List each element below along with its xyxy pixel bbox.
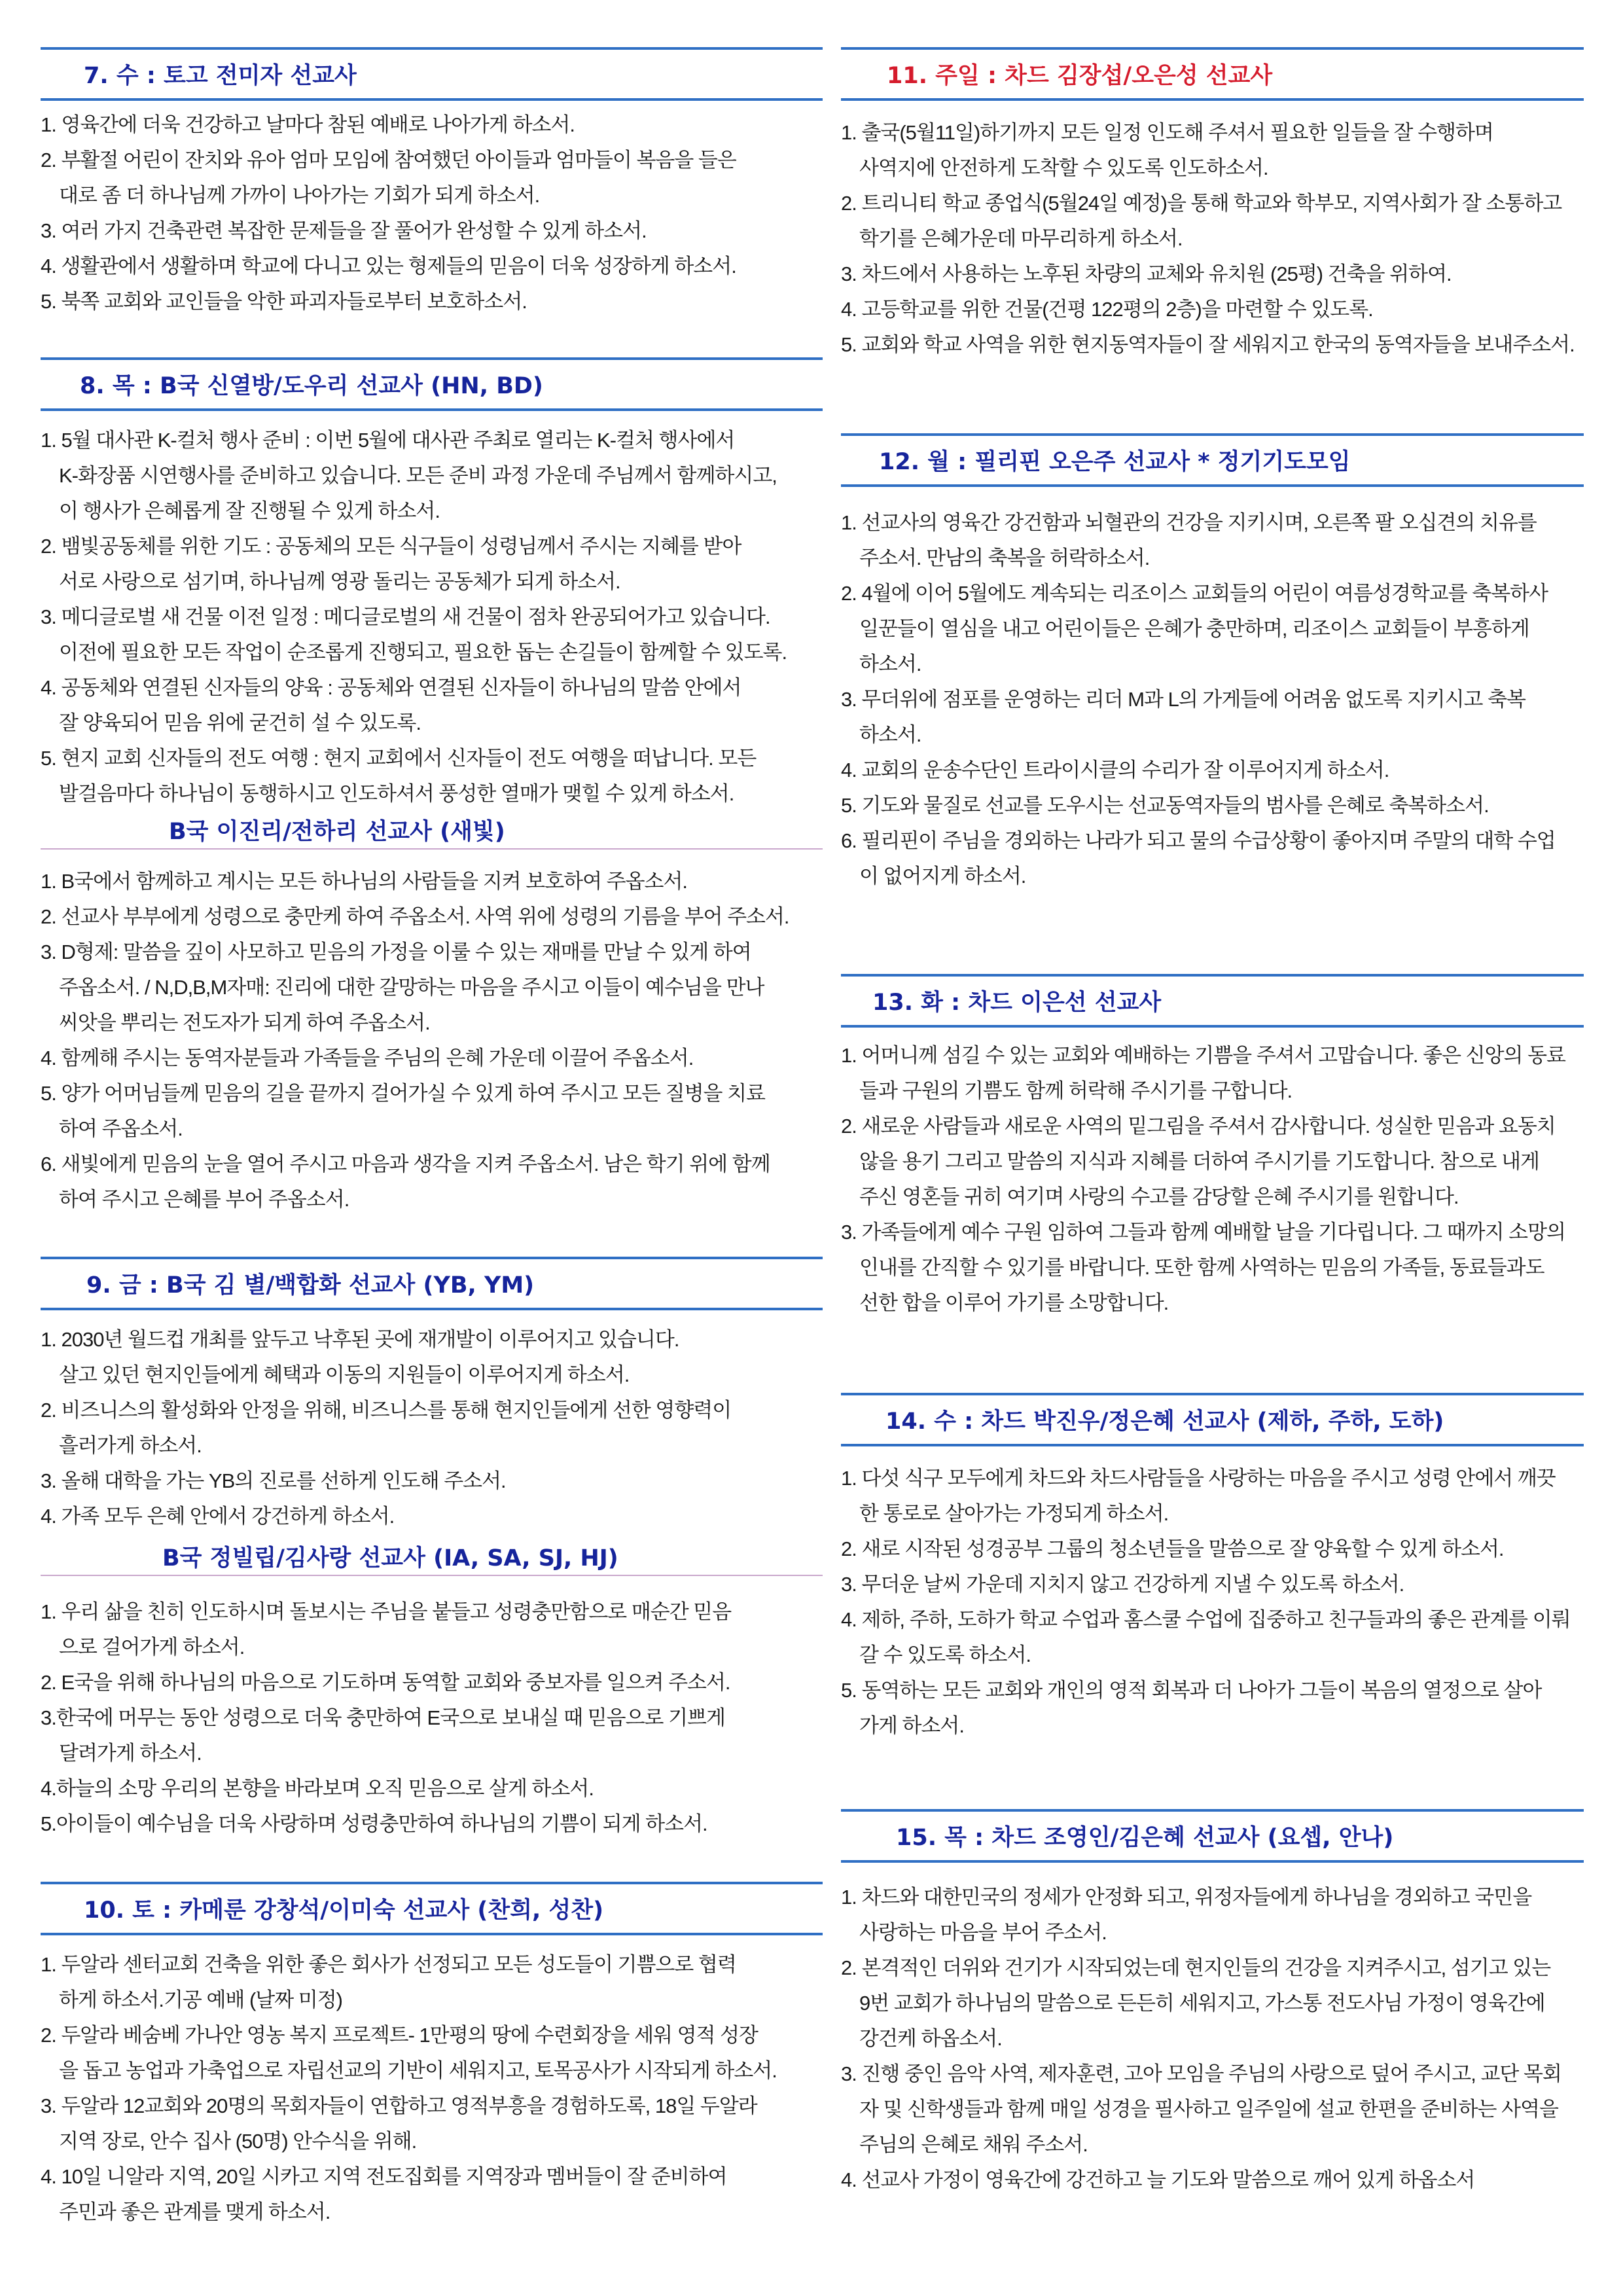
prayer-item-text: 3. D형제: 말씀을 깊이 사모하고 믿음의 가정을 이룰 수 있는 재매를 만날 수 있게 하여 (41, 941, 751, 963)
prayer-item-text: 3. 차드에서 사용하는 노후된 차량의 교체와 유치원 (25평) 건축을 위하여. (841, 262, 1452, 285)
prayer-item-continuation: 사랑하는 마음을 부어 주소서. (859, 1921, 1107, 1944)
section-header (41, 812, 823, 850)
prayer-item-continuation: 살고 있던 현지인들에게 혜택과 이동의 지원들이 이루어지게 하소서. (59, 1363, 630, 1386)
section-14 (841, 1393, 1584, 1744)
prayer-item (41, 1499, 823, 1534)
prayer-item (841, 505, 1584, 576)
prayer-item (41, 2018, 823, 2089)
prayer-item-text: 4. 제하, 주하, 도하가 학교 수업과 홈스쿨 수업에 집중하고 친구들과의 좋은 관계를 이뤄 (841, 1608, 1571, 1631)
prayer-item-text: 4. 가족 모두 은혜 안에서 강건하게 하소서. (41, 1505, 395, 1528)
prayer-item-text: 1. 영육간에 더욱 건강하고 날마다 참된 예배로 나아가게 하소서. (41, 113, 575, 136)
prayer-item-continuation: 흘러가게 하소서. (59, 1434, 202, 1457)
prayer-item-text: 4. 공동체와 연결된 신자들의 양육 : 공동체와 연결된 신자들이 하나님의 말씀 안에서 (41, 676, 741, 699)
prayer-item-text: 3. 두알라 12교회와 20명의 목회자들이 연합하고 영적부흥을 경험하도록, 18일 두알라 (41, 2094, 757, 2117)
prayer-item-continuation: 주소서. 만남의 축복을 허락하소서. (859, 547, 1150, 569)
section-title: 14. 수 : 차드 박진우/정은혜 선교사 (제하, 주하, 도하) (885, 1408, 1444, 1435)
prayer-item-text: 2. 본격적인 더위와 건기가 시작되었는데 현지인들의 건강을 지켜주시고, 섬기고 있는 (841, 1956, 1551, 1979)
prayer-item-text: 1. 5월 대사관 K-컬처 행사 준비 : 이번 5월에 대사관 주최로 열리는 K-컬처 행사에서 (41, 429, 735, 452)
prayer-item-text: 2. 비즈니스의 활성화와 안정을 위해, 비즈니스를 통해 현지인들에게 선한 영향력이 (41, 1399, 732, 1422)
prayer-list (841, 1461, 1584, 1744)
section-9 (41, 1257, 823, 1534)
prayer-list (841, 115, 1584, 363)
section-header (841, 47, 1584, 101)
prayer-item-continuation: 강건케 하옵소서. (859, 2027, 1002, 2050)
section-header (841, 974, 1584, 1028)
section-title: B국 정빌립/김사랑 선교사 (IA, SA, SJ, HJ) (162, 1545, 618, 1571)
prayer-item-continuation: 가게 하소서. (859, 1714, 964, 1737)
prayer-item (841, 1109, 1584, 1215)
prayer-item-continuation: 선한 합을 이루어 가기를 소망합니다. (859, 1291, 1169, 1314)
prayer-item-continuation: 하소서. (859, 653, 921, 675)
prayer-item-continuation: 이 없어지게 하소서. (859, 865, 1026, 888)
prayer-item-text: 2. 새로 시작된 성경공부 그룹의 청소년들을 말씀으로 잘 양육할 수 있게 하소서. (841, 1537, 1504, 1560)
prayer-item-text: 3. 올해 대학을 가는 YB의 진로를 선하게 인도해 주소서. (41, 1469, 506, 1492)
prayer-item-continuation: 학기를 은혜가운데 마무리하게 하소서. (859, 227, 1183, 250)
section-header (841, 1809, 1584, 1863)
prayer-item (41, 1594, 823, 1665)
prayer-item (41, 1463, 823, 1499)
prayer-item-continuation: 인내를 간직할 수 있기를 바랍니다. 또한 함께 사역하는 믿음의 가족들, 동료들과도 (859, 1256, 1544, 1279)
prayer-item (841, 788, 1584, 823)
prayer-item (841, 2162, 1584, 2198)
prayer-item-continuation: 않을 용기 그리고 말씀의 지식과 지혜를 더하여 주시기를 기도합니다. 참으로 내게 (859, 1150, 1539, 1173)
prayer-item-continuation: 지역 장로, 안수 집사 (50명) 안수식을 위해. (59, 2130, 417, 2153)
prayer-item-text: 3. 무더위에 점포를 운영하는 리더 M과 L의 가게들에 어려움 없도록 지키시고 축복 (841, 688, 1525, 711)
prayer-list (841, 505, 1584, 894)
prayer-list (41, 864, 823, 1217)
prayer-item (41, 1700, 823, 1771)
prayer-item (41, 1076, 823, 1147)
prayer-item (41, 899, 823, 935)
prayer-item-text: 5. 현지 교회 신자들의 전도 여행 : 현지 교회에서 신자들이 전도 여행을 떠납니다. 모든 (41, 747, 757, 770)
prayer-item-continuation: 사역지에 안전하게 도착할 수 있도록 인도하소서. (859, 156, 1268, 179)
prayer-item-text: 5.아이들이 예수님을 더욱 사랑하며 성령충만하여 하나님의 기쁨이 되게 하소서. (41, 1812, 707, 1835)
prayer-item-text: 2. 뱀빛공동체를 위한 기도 : 공동체의 모든 식구들이 성령님께서 주시는 지혜를 받아 (41, 535, 741, 558)
prayer-item-text: 5. 양가 어머님들께 믿음의 길을 끝까지 걸어가실 수 있게 하여 주시고 모든 질병을 치료 (41, 1082, 765, 1105)
prayer-item (841, 576, 1584, 682)
prayer-item-continuation: 주님의 은혜로 채워 주소서. (859, 2133, 1088, 2156)
prayer-item-text: 4. 함께해 주시는 동역자분들과 가족들을 주님의 은혜 가운데 이끌어 주옵소서. (41, 1047, 694, 1069)
prayer-item-text: 4. 교회의 운송수단인 트라이시클의 수리가 잘 이루어지게 하소서. (841, 759, 1389, 781)
prayer-item-text: 5. 기도와 물질로 선교를 도우시는 선교동역자들의 범사를 은혜로 축복하소서. (841, 794, 1489, 817)
prayer-item-text: 3. 진행 중인 음악 사역, 제자훈련, 고아 모임을 주님의 사랑으로 덮어 주시고, 교단 목회 (841, 2062, 1561, 2085)
prayer-item-text: 5. 북쪽 교회와 교인들을 악한 파괴자들로부터 보호하소서. (41, 290, 527, 313)
section-header (41, 357, 823, 411)
section-11 (841, 47, 1584, 363)
prayer-item (41, 864, 823, 899)
prayer-list (41, 1594, 823, 1842)
section-title: 13. 화 : 차드 이은선 선교사 (872, 990, 1162, 1016)
prayer-item (841, 1567, 1584, 1602)
prayer-item (841, 1673, 1584, 1744)
section-header (841, 433, 1584, 487)
section-title: 9. 금 : B국 김 별/백합화 선교사 (YB, YM) (86, 1272, 535, 1299)
prayer-item (41, 107, 823, 143)
prayer-item (841, 1532, 1584, 1567)
prayer-item-text: 4. 고등학교를 위한 건물(건평 122평의 2층)을 마련할 수 있도록. (841, 298, 1373, 321)
prayer-item-text: 6. 필리핀이 주님을 경외하는 나라가 되고 물의 수급상황이 좋아지며 주말의 대학 수업 (841, 829, 1556, 852)
prayer-item (841, 1038, 1584, 1109)
section-8 (41, 357, 823, 812)
prayer-item (841, 1461, 1584, 1532)
section-12 (841, 433, 1584, 894)
prayer-item (841, 1950, 1584, 2056)
prayer-item-continuation: 일꾼들이 열심을 내고 어린이들은 은혜가 충만하며, 리조이스 교회들이 부흥하게 (859, 617, 1529, 640)
prayer-item-text: 1. 어머니께 섬길 수 있는 교회와 예배하는 기쁨을 주셔서 고맙습니다. 좋은 신앙의 동료 (841, 1044, 1565, 1067)
prayer-item-continuation: 달려가게 하소서. (59, 1742, 202, 1765)
prayer-item-text: 1. 다섯 식구 모두에게 차드와 차드사람들을 사랑하는 마음을 주시고 성령 안에서 깨끗 (841, 1467, 1556, 1490)
section-title: B국 이진리/전하리 선교사 (새빛) (169, 819, 505, 845)
prayer-item-continuation: 이 행사가 은혜롭게 잘 진행될 수 있게 하소서. (59, 499, 440, 522)
prayer-item-text: 3. 무더운 날씨 가운데 지치지 않고 건강하게 지낼 수 있도록 하소서. (841, 1573, 1404, 1596)
prayer-item (841, 115, 1584, 186)
prayer-item-continuation: 자 및 신학생들과 함께 매일 성경을 필사하고 일주일에 설교 한편을 준비하는 사역을 (859, 2098, 1558, 2121)
prayer-item (841, 186, 1584, 257)
prayer-item-continuation: 하여 주시고 은혜를 부어 주옵소서. (59, 1188, 349, 1211)
prayer-item-text: 2. 부활절 어린이 잔치와 유아 엄마 모임에 참여했던 아이들과 엄마들이 복음을 들은 (41, 149, 736, 171)
section-title: 12. 월 : 필리핀 오은주 선교사 * 정기기도모임 (879, 449, 1351, 475)
prayer-item (41, 1041, 823, 1076)
prayer-item-text: 4.하늘의 소망 우리의 본향을 바라보며 오직 믿음으로 살게 하소서. (41, 1777, 594, 1800)
prayer-item (41, 935, 823, 1041)
prayer-item-text: 2. 트리니티 학교 종업식(5월24일 예정)을 통해 학교와 학부모, 지역사회가 잘 소통하고 (841, 192, 1562, 215)
prayer-item (841, 292, 1584, 327)
section-title: 11. 주일 : 차드 김장섭/오은성 선교사 (887, 63, 1273, 89)
prayer-item-text: 1. 2030년 월드컵 개최를 앞두고 낙후된 곳에 재개발이 이루어지고 있습니다. (41, 1328, 679, 1351)
prayer-item-continuation: 으로 걸어가게 하소서. (59, 1636, 245, 1659)
prayer-item (41, 600, 823, 670)
prayer-item (41, 2089, 823, 2159)
prayer-item-continuation: 주옵소서. / N,D,B,M자매: 진리에 대한 갈망하는 마음을 주시고 이들이 예수님을 만나 (59, 976, 764, 999)
prayer-item-text: 3. 메디글로벌 새 건물 이전 일정 : 메디글로벌의 새 건물이 점차 완공되어가고 있습니다. (41, 605, 770, 628)
section-title: 15. 목 : 차드 조영인/김은혜 선교사 (요셉, 안나) (896, 1825, 1394, 1851)
prayer-item (841, 1880, 1584, 1950)
prayer-item-text: 3. 여러 가지 건축관련 복잡한 문제들을 잘 풀어가 완성할 수 있게 하소서. (41, 219, 647, 242)
prayer-list (41, 1322, 823, 1534)
prayer-item-text: 4. 생활관에서 생활하며 학교에 다니고 있는 형제들의 믿음이 더욱 성장하게 하소서. (41, 255, 736, 278)
prayer-item (41, 1806, 823, 1842)
section-10 (41, 1882, 823, 2230)
prayer-item (41, 423, 823, 529)
prayer-item (41, 1665, 823, 1700)
prayer-item-text: 1. 차드와 대한민국의 정세가 안정화 되고, 위정자들에게 하나님을 경외하고 국민을 (841, 1886, 1532, 1909)
prayer-item-continuation: 하게 하소서.기공 예배 (날짜 미정) (59, 1988, 343, 2011)
prayer-item-continuation: 을 돕고 농업과 가축업으로 자립선교의 기반이 세워지고, 토목공사가 시작되게 하소서. (59, 2059, 777, 2082)
prayer-item-continuation: 이전에 필요한 모든 작업이 순조롭게 진행되고, 필요한 돕는 손길들이 함께할 수 있도록. (59, 641, 787, 664)
prayer-item-continuation: 하소서. (859, 723, 921, 746)
prayer-item-text: 4. 선교사 가정이 영육간에 강건하고 늘 기도와 말씀으로 깨어 있게 하옵소서 (841, 2168, 1475, 2191)
prayer-item-text: 5. 동역하는 모든 교회와 개인의 영적 회복과 더 나아가 그들이 복음의 열정으로 살아 (841, 1679, 1542, 1702)
prayer-item-continuation: 서로 사랑으로 섬기며, 하나님께 영광 돌리는 공동체가 되게 하소서. (59, 570, 620, 593)
prayer-item-text: 1. 선교사의 영육간 강건함과 뇌혈관의 건강을 지키시며, 오른쪽 팔 오십견의 치유를 (841, 511, 1537, 534)
prayer-item (841, 823, 1584, 894)
prayer-item-continuation: 9번 교회가 하나님의 말씀으로 든든히 세워지고, 가스통 전도사님 가정이 영육간에 (859, 1992, 1545, 2015)
prayer-item-continuation: 하여 주옵소서. (59, 1117, 183, 1140)
prayer-item-text: 2. 두알라 베숨베 가나안 영농 복지 프로젝트- 1만평의 땅에 수련회장을 세워 영적 성장 (41, 2024, 758, 2047)
prayer-list (841, 1880, 1584, 2198)
prayer-item (41, 249, 823, 284)
section-15 (841, 1809, 1584, 2198)
section-header (41, 47, 823, 101)
prayer-item-text: 6. 새빛에게 믿음의 눈을 열어 주시고 마음과 생각을 지켜 주옵소서. 남은 학기 위에 함께 (41, 1153, 770, 1175)
prayer-item (41, 2159, 823, 2230)
prayer-item-continuation: 들과 구원의 기쁨도 함께 허락해 주시기를 구합니다. (859, 1079, 1293, 1102)
prayer-item-continuation: 잘 양육되어 믿음 위에 굳건히 설 수 있도록. (59, 711, 421, 734)
section-header (41, 1882, 823, 1935)
prayer-item-text: 2. E국을 위해 하나님의 마음으로 기도하며 동역할 교회와 중보자를 일으켜 주소서. (41, 1671, 730, 1694)
prayer-item (841, 327, 1584, 363)
section-title: 7. 수 : 토고 전미자 선교사 (84, 63, 357, 89)
prayer-item (841, 257, 1584, 292)
prayer-item (41, 143, 823, 213)
section-7 (41, 47, 823, 319)
prayer-item (841, 1602, 1584, 1673)
section-13 (841, 974, 1584, 1321)
prayer-item (41, 1322, 823, 1393)
prayer-list (841, 1038, 1584, 1321)
section-title: 8. 목 : B국 신열방/도우리 선교사 (HN, BD) (80, 373, 543, 399)
prayer-item (841, 1215, 1584, 1321)
prayer-item-continuation: 대로 좀 더 하나님께 가까이 나아가는 기회가 되게 하소서. (59, 184, 540, 207)
prayer-item-continuation: 씨앗을 뿌리는 전도자가 되게 하여 주옵소서. (59, 1011, 430, 1034)
section-header (41, 1538, 823, 1576)
section-9b (41, 1538, 823, 1842)
prayer-item-text: 1. 두알라 센터교회 건축을 위한 좋은 회사가 선정되고 모든 성도들이 기쁨으로 협력 (41, 1953, 736, 1976)
prayer-item (41, 213, 823, 249)
prayer-item (841, 682, 1584, 753)
prayer-item (841, 753, 1584, 788)
prayer-item-text: 4. 10일 니알라 지역, 20일 시카고 지역 전도집회를 지역장과 멤버들이 잘 준비하여 (41, 2165, 727, 2188)
prayer-item-text: 2. 4월에 이어 5월에도 계속되는 리조이스 교회들의 어린이 여름성경학교를 축복하사 (841, 582, 1548, 605)
prayer-item (41, 670, 823, 741)
prayer-item-continuation: 주민과 좋은 관계를 맺게 하소서. (59, 2200, 330, 2223)
prayer-item (41, 1147, 823, 1217)
prayer-item-text: 3.한국에 머무는 동안 성령으로 더욱 충만하여 E국으로 보내실 때 믿음으로 기쁘게 (41, 1706, 725, 1729)
prayer-item (41, 1393, 823, 1463)
prayer-item (41, 284, 823, 319)
prayer-item-continuation: 갈 수 있도록 하소서. (859, 1643, 1031, 1666)
prayer-item-text: 1. 출국(5월11일)하기까지 모든 일정 인도해 주셔서 필요한 일들을 잘 수행하며 (841, 121, 1493, 144)
section-8b (41, 812, 823, 1217)
prayer-item (41, 1771, 823, 1806)
prayer-item (41, 529, 823, 600)
section-header (841, 1393, 1584, 1446)
prayer-item-continuation: 발걸음마다 하나님이 동행하시고 인도하셔서 풍성한 열매가 맺힐 수 있게 하소서. (59, 782, 734, 805)
prayer-item-text: 5. 교회와 학교 사역을 위한 현지동역자들이 잘 세워지고 한국의 동역자들을 보내주소서. (841, 333, 1575, 356)
prayer-item-text: 1. 우리 삶을 친히 인도하시며 돌보시는 주님을 붙들고 성령충만함으로 매순간 믿음 (41, 1600, 732, 1623)
prayer-item-text: 2. 새로운 사람들과 새로운 사역의 밑그림을 주셔서 감사합니다. 성실한 믿음과 요동치 (841, 1115, 1556, 1138)
prayer-item (841, 2056, 1584, 2162)
prayer-list (41, 1947, 823, 2230)
prayer-item-continuation: 한 통로로 살아가는 가정되게 하소서. (859, 1502, 1169, 1525)
section-title: 10. 토 : 카메룬 강창석/이미숙 선교사 (찬희, 성찬) (84, 1897, 604, 1924)
prayer-item-text: 3. 가족들에게 예수 구원 임하여 그들과 함께 예배할 날을 기다립니다. 그 때까지 소망의 (841, 1221, 1565, 1244)
prayer-list (41, 423, 823, 812)
section-header (41, 1257, 823, 1310)
prayer-item (41, 1947, 823, 2018)
prayer-item (41, 741, 823, 812)
prayer-item-continuation: 주신 영혼들 귀히 여기며 사랑의 수고를 감당할 은혜 주시기를 원합니다. (859, 1185, 1459, 1208)
prayer-item-continuation: K-화장품 시연행사를 준비하고 있습니다. 모든 준비 과정 가운데 주님께서 함께하시고, (59, 464, 777, 487)
prayer-item-text: 1. B국에서 함께하고 계시는 모든 하나님의 사람들을 지켜 보호하여 주옵소서. (41, 870, 688, 893)
prayer-item-text: 2. 선교사 부부에게 성령으로 충만케 하여 주옵소서. 사역 위에 성령의 기름을 부어 주소서. (41, 905, 789, 928)
prayer-list (41, 107, 823, 319)
